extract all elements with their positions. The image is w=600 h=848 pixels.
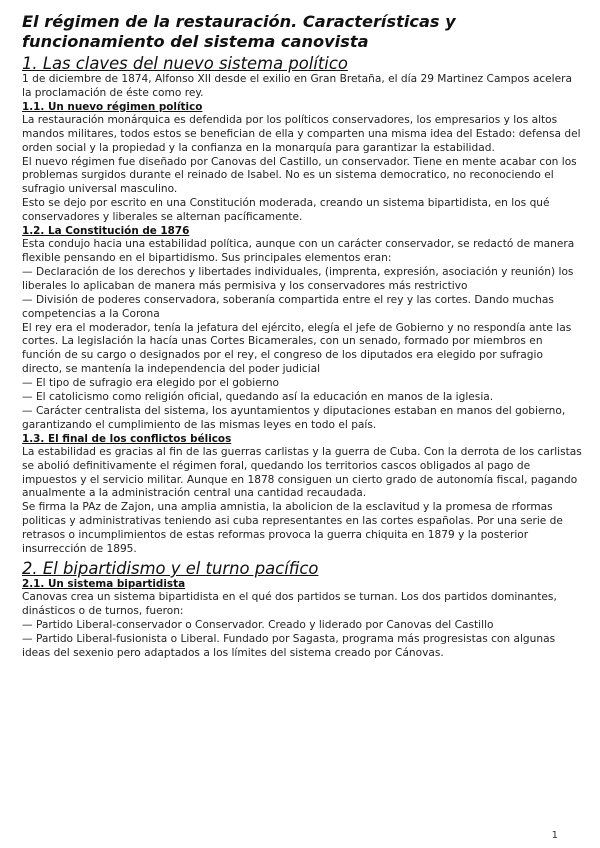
section-heading: 2. El bipartidismo y el turno pacífico [22, 559, 319, 578]
section-heading: 1. Las claves del nuevo sistema político [22, 54, 348, 73]
paragraph: El rey era el moderador, tenía la jefatura del ejército, elegía el jefe de Gobierno y no respondía ante las cortes. La legislación la hacía unas Cortes Bicamerales, con un senado, formado por miembros en función de su cargo o designados por el rey, el congreso de los diputados era elegido por sufragio directo, se mantenía la independencia del poder judicial [22, 321, 572, 376]
list-item: — Partido Liberal-fusionista o Liberal. Fundado por Sagasta, programa más progresistas con algunas ideas del sexenio pero adaptados a los límites del sistema creado por Cánovas. [22, 632, 556, 659]
list-item: — El catolicismo como religión oficial, quedando así la educación en manos de la iglesia. [22, 391, 494, 404]
paragraph: 1 de diciembre de 1874, Alfonso XII desde el exilio en Gran Bretaña, el día 29 Martinez Campos acelera la proclamación de éste como rey. [22, 73, 572, 99]
list-item: — Partido Liberal-conservador o Conservador. Creado y liderado por Canovas del Castillo [22, 618, 494, 631]
paragraph: Esta condujo hacia una estabilidad política, aunque con un carácter conservador, se redactó de manera flexible pensando en el bipartidismo. Sus principales elementos eran: [22, 238, 575, 264]
list-item: — División de poderes conservadora, soberanía compartida entre el rey y las cortes. Dando muchas competencias a la Corona [22, 293, 554, 320]
subsection-heading: 1.3. El final de los conflictos bélicos [22, 432, 232, 445]
subsection-heading: 1.1. Un nuevo régimen político [22, 100, 203, 113]
paragraph: Canovas crea un sistema bipartidista en el qué dos partidos se turnan. Los dos partidos dominantes, dinásticos o de turnos, fueron: [22, 591, 557, 617]
list-item: — Declaración de los derechos y libertades individuales, (imprenta, expresión, asociación y reunión) los liberales lo aplicaban de manera más permisiva y los conservadores más restrictivo [22, 265, 574, 292]
document-title: El régimen de la restauración. Características y funcionamiento del sistema canovista [22, 12, 456, 51]
list-item: — El tipo de sufragio era elegido por el gobierno [22, 377, 280, 390]
page-number: 1 [551, 830, 558, 841]
paragraph: La restauración monárquica es defendida por los políticos conservadores, los empresarios y los altos mandos militares, todos estos se benefician de ella y comparten una misma idea del Estado: defensa del orden social y la propiedad y la confianza en la monarquía para garantizar la estabilidad. [22, 113, 581, 154]
list-item: — Carácter centralista del sistema, los ayuntamientos y diputaciones estaban en manos del gobierno, garantizando el cumplimiento de las mismas leyes en todo el país. [22, 404, 566, 431]
paragraph: El nuevo régimen fue diseñado por Canovas del Castillo, un conservador. Tiene en mente acabar con los problemas surgidos durante el reinado de Isabel. No es un sistema democratico, no reconociendo el sufragio universal masculino. [22, 155, 577, 196]
paragraph: Se firma la PAz de Zajon, una amplia amnistia, la abolicion de la esclavitud y la promesa de rformas politicas y administrativas teniendo asi cuba representantes en las cortes españolas. Por una serie de retrasos o incumplimientos de estas reformas provoca la guerra chiquita en 1879 y la posterior insurrección de 1895. [22, 501, 563, 556]
paragraph: La estabilidad es gracias al fin de las guerras carlistas y la guerra de Cuba. Con la derrota de los carlistas se abolió definitivamente el régimen foral, quedando los territorios cascos obligados al pago de impuestos y el servicio militar. Aunque en 1878 consiguen un cierto grado de autonomía fiscal, pagando anualmente a la administración central una cantidad recaudada. [22, 445, 582, 500]
subsection-heading: 2.1. Un sistema bipartidista [22, 578, 186, 590]
subsection-heading: 1.2. La Constitución de 1876 [22, 225, 190, 238]
document-page [22, 12, 584, 661]
paragraph: Esto se dejo por escrito en una Constitución moderada, creando un sistema bipartidista, en los qué conservadores y liberales se alternan pacíficamente. [22, 197, 550, 224]
